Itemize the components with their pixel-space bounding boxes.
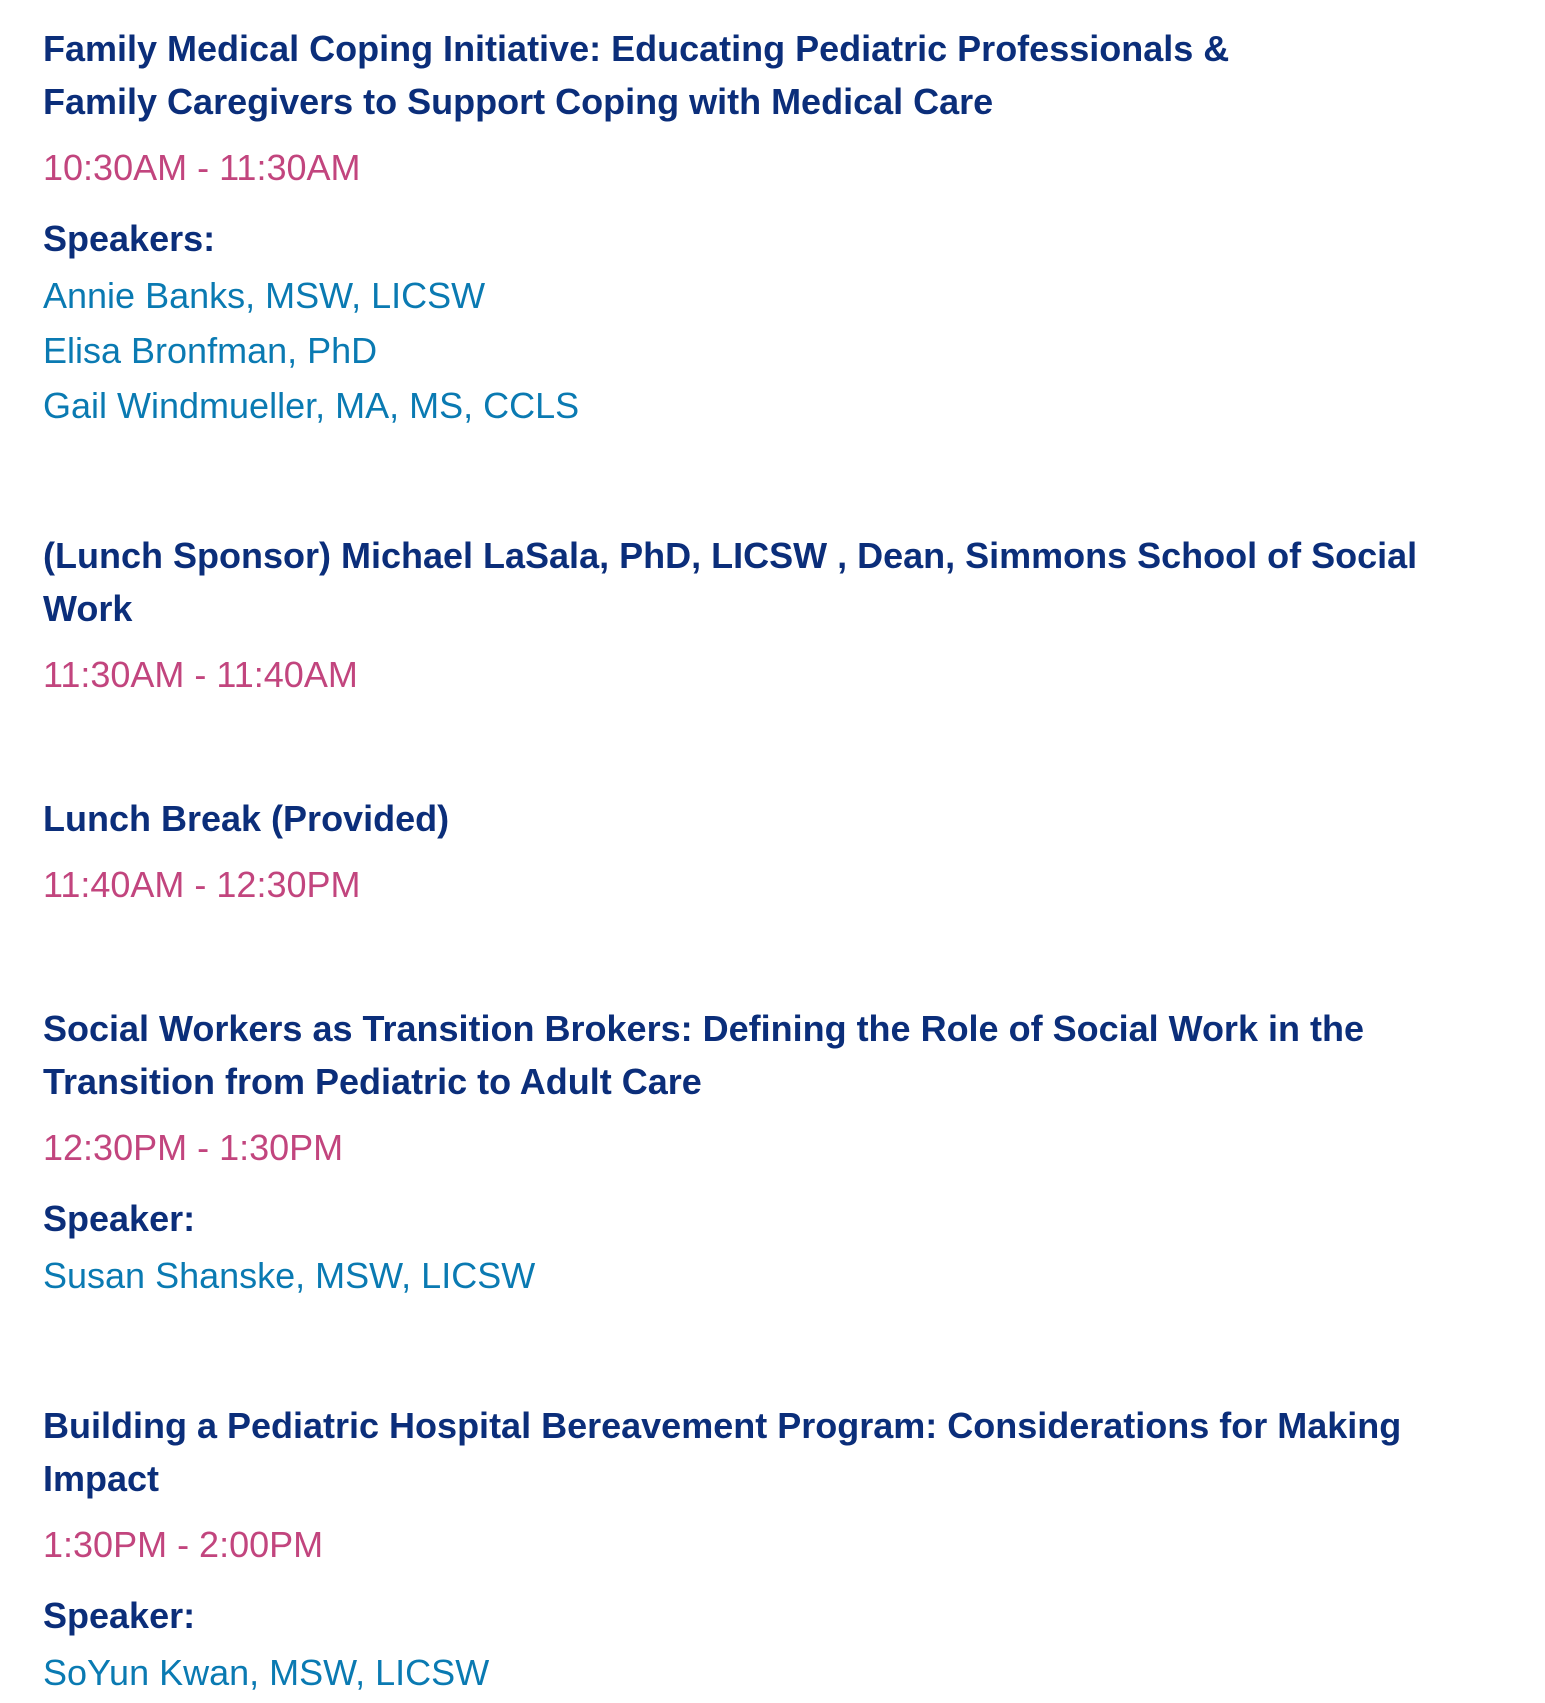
session-title: Building a Pediatric Hospital Bereavement Program: Considerations for Making Impact xyxy=(43,1405,1402,1499)
agenda-session xyxy=(43,1399,1503,1700)
session-time: 12:30PM - 1:30PM xyxy=(43,1127,344,1168)
speaker-list xyxy=(43,1645,1503,1700)
speaker-link[interactable]: SoYun Kwan, MSW, LICSW xyxy=(43,1652,490,1693)
agenda-session xyxy=(43,792,1503,907)
section-spacer xyxy=(43,433,1503,529)
session-title: Social Workers as Transition Brokers: Defining the Role of Social Work in the Transition from Pediatric to Adult Care xyxy=(43,1008,1364,1102)
section-spacer xyxy=(43,697,1503,792)
speaker-link[interactable]: Gail Windmueller, MA, MS, CCLS xyxy=(43,385,580,426)
speaker-link[interactable]: Susan Shanske, MSW, LICSW xyxy=(43,1255,536,1296)
section-spacer xyxy=(43,1303,1503,1399)
speaker-list xyxy=(43,268,1503,433)
speaker-link[interactable]: Annie Banks, MSW, LICSW xyxy=(43,275,486,316)
session-time: 11:40AM - 12:30PM xyxy=(43,864,361,905)
agenda-session xyxy=(43,22,1503,433)
section-spacer xyxy=(43,907,1503,1002)
agenda-session xyxy=(43,1002,1503,1303)
session-time: 10:30AM - 11:30AM xyxy=(43,147,361,188)
session-title: (Lunch Sponsor) Michael LaSala, PhD, LICSW , Dean, Simmons School of Social Work xyxy=(43,535,1418,629)
speakers-heading: Speaker: xyxy=(43,1595,196,1636)
session-title: Family Medical Coping Initiative: Educating Pediatric Professionals & Family Caregivers to Support Coping with Medical Care xyxy=(43,28,1230,122)
speaker-list xyxy=(43,1248,1503,1303)
speakers-heading: Speakers: xyxy=(43,218,216,259)
session-time: 11:30AM - 11:40AM xyxy=(43,654,358,695)
speakers-heading: Speaker: xyxy=(43,1198,196,1239)
session-time: 1:30PM - 2:00PM xyxy=(43,1524,324,1565)
session-title: Lunch Break (Provided) xyxy=(43,798,450,839)
agenda-session xyxy=(43,529,1503,697)
speaker-link[interactable]: Elisa Bronfman, PhD xyxy=(43,330,378,371)
